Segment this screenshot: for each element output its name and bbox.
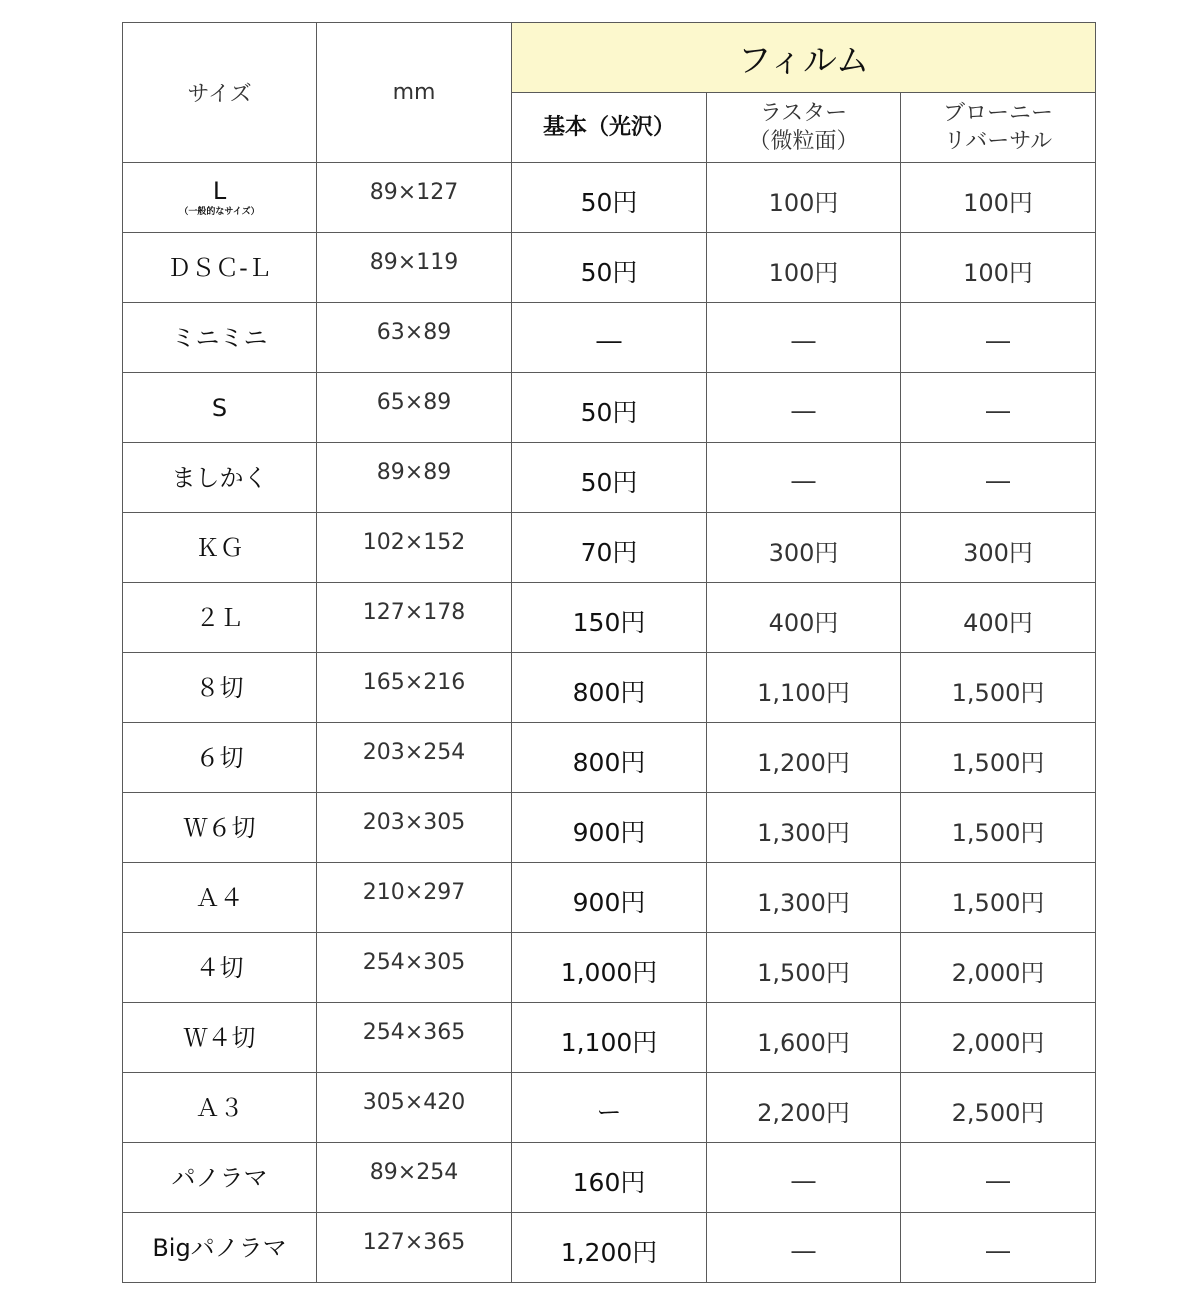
- base-price-cell: 900円: [512, 793, 707, 863]
- raster-price-cell: 1,500円: [707, 933, 901, 1003]
- size-cell: [123, 233, 317, 303]
- mm-cell: 305×420: [317, 1073, 512, 1143]
- mm-cell: 89×89: [317, 443, 512, 513]
- brownie-price-cell: 2,500円: [901, 1073, 1096, 1143]
- table-row: [123, 933, 1096, 1003]
- mm-cell: 203×305: [317, 793, 512, 863]
- base-price-cell: ー: [512, 1073, 707, 1143]
- header-raster-line1: ラスター: [759, 100, 848, 126]
- header-brownie-line1: ブローニー: [943, 100, 1054, 126]
- raster-price-cell: ―: [707, 373, 901, 443]
- brownie-price-cell: 1,500円: [901, 653, 1096, 723]
- base-price-cell: 50円: [512, 373, 707, 443]
- brownie-price-cell: 100円: [901, 163, 1096, 233]
- size-name: ２Ｌ: [195, 603, 244, 632]
- raster-price-cell: 100円: [707, 163, 901, 233]
- size-cell: [123, 933, 317, 1003]
- size-cell: [123, 1143, 317, 1213]
- size-name: Ｗ６切: [183, 813, 256, 842]
- size-cell: [123, 653, 317, 723]
- size-cell: [123, 1003, 317, 1073]
- size-cell: [123, 163, 317, 233]
- size-name: Bigパノラマ: [152, 1233, 287, 1262]
- raster-price-cell: 300円: [707, 513, 901, 583]
- header-film: フィルム: [512, 23, 1096, 93]
- size-cell: [123, 583, 317, 653]
- size-cell: [123, 443, 317, 513]
- header-mm: mm: [317, 23, 512, 163]
- table-row: [123, 583, 1096, 653]
- size-cell: [123, 513, 317, 583]
- brownie-price-cell: 1,500円: [901, 863, 1096, 933]
- base-price-cell: 1,100円: [512, 1003, 707, 1073]
- size-name: ４切: [195, 953, 244, 982]
- brownie-price-cell: ―: [901, 443, 1096, 513]
- mm-cell: 65×89: [317, 373, 512, 443]
- table-row: [123, 1143, 1096, 1213]
- table-row: [123, 1003, 1096, 1073]
- brownie-price-cell: ―: [901, 303, 1096, 373]
- raster-price-cell: 2,200円: [707, 1073, 901, 1143]
- mm-cell: 127×365: [317, 1213, 512, 1283]
- table-row: [123, 863, 1096, 933]
- size-name: L: [212, 176, 227, 205]
- header-brownie-line2: リバーサル: [943, 128, 1053, 154]
- size-name: ミニミニ: [171, 323, 268, 352]
- size-cell: [123, 863, 317, 933]
- price-table: [122, 22, 1096, 1283]
- brownie-price-cell: 100円: [901, 233, 1096, 303]
- table-row: [123, 303, 1096, 373]
- table-row: [123, 653, 1096, 723]
- size-name: パノラマ: [171, 1163, 268, 1192]
- table-row: [123, 443, 1096, 513]
- mm-cell: 89×254: [317, 1143, 512, 1213]
- header-brownie: [901, 93, 1096, 163]
- size-cell: [123, 723, 317, 793]
- header-raster: [707, 93, 901, 163]
- table-body: [123, 163, 1096, 1283]
- brownie-price-cell: ―: [901, 1143, 1096, 1213]
- table-row: [123, 1213, 1096, 1283]
- table-row: [123, 233, 1096, 303]
- raster-price-cell: 1,200円: [707, 723, 901, 793]
- table-row: [123, 373, 1096, 443]
- base-price-cell: 1,200円: [512, 1213, 707, 1283]
- base-price-cell: 150円: [512, 583, 707, 653]
- table-row: [123, 513, 1096, 583]
- table-row: [123, 1073, 1096, 1143]
- mm-cell: 89×119: [317, 233, 512, 303]
- raster-price-cell: 1,300円: [707, 863, 901, 933]
- raster-price-cell: ―: [707, 303, 901, 373]
- base-price-cell: 900円: [512, 863, 707, 933]
- size-name: ＫＧ: [195, 533, 244, 562]
- brownie-price-cell: 2,000円: [901, 933, 1096, 1003]
- mm-cell: 63×89: [317, 303, 512, 373]
- base-price-cell: 1,000円: [512, 933, 707, 1003]
- base-price-cell: 800円: [512, 723, 707, 793]
- base-price-cell: 160円: [512, 1143, 707, 1213]
- base-price-cell: 50円: [512, 163, 707, 233]
- raster-price-cell: 100円: [707, 233, 901, 303]
- raster-price-cell: 400円: [707, 583, 901, 653]
- mm-cell: 210×297: [317, 863, 512, 933]
- header-row-top: [123, 23, 1096, 93]
- brownie-price-cell: 300円: [901, 513, 1096, 583]
- table-header: [123, 23, 1096, 163]
- raster-price-cell: 1,100円: [707, 653, 901, 723]
- table-row: [123, 723, 1096, 793]
- size-name: ８切: [195, 673, 244, 702]
- raster-price-cell: ―: [707, 1213, 901, 1283]
- size-name: Ａ４: [195, 883, 244, 912]
- size-cell: [123, 1073, 317, 1143]
- mm-cell: 203×254: [317, 723, 512, 793]
- brownie-price-cell: ―: [901, 373, 1096, 443]
- raster-price-cell: ―: [707, 1143, 901, 1213]
- size-name: ６切: [195, 743, 244, 772]
- brownie-price-cell: 1,500円: [901, 793, 1096, 863]
- brownie-price-cell: 1,500円: [901, 723, 1096, 793]
- header-size: サイズ: [123, 23, 317, 163]
- mm-cell: 254×365: [317, 1003, 512, 1073]
- raster-price-cell: 1,300円: [707, 793, 901, 863]
- size-cell: [123, 303, 317, 373]
- size-cell: [123, 793, 317, 863]
- mm-cell: 89×127: [317, 163, 512, 233]
- mm-cell: 254×305: [317, 933, 512, 1003]
- base-price-cell: 70円: [512, 513, 707, 583]
- raster-price-cell: ―: [707, 443, 901, 513]
- size-cell: [123, 1213, 317, 1283]
- size-name: Ｗ４切: [183, 1023, 256, 1052]
- base-price-cell: 800円: [512, 653, 707, 723]
- mm-cell: 165×216: [317, 653, 512, 723]
- mm-cell: 102×152: [317, 513, 512, 583]
- brownie-price-cell: 2,000円: [901, 1003, 1096, 1073]
- table-row: [123, 793, 1096, 863]
- base-price-cell: 50円: [512, 233, 707, 303]
- size-cell: [123, 373, 317, 443]
- header-base: 基本（光沢）: [512, 93, 707, 163]
- size-name: ＤＳＣ-Ｌ: [167, 253, 272, 282]
- base-price-cell: ―: [512, 303, 707, 373]
- size-name: Ａ３: [195, 1093, 244, 1122]
- brownie-price-cell: ―: [901, 1213, 1096, 1283]
- mm-cell: 127×178: [317, 583, 512, 653]
- size-name: S: [211, 393, 228, 422]
- raster-price-cell: 1,600円: [707, 1003, 901, 1073]
- size-name: ましかく: [171, 463, 268, 492]
- base-price-cell: 50円: [512, 443, 707, 513]
- header-raster-line2: （微粒面）: [748, 128, 859, 154]
- table-row: [123, 163, 1096, 233]
- size-note: （一般的なサイズ）: [179, 206, 260, 217]
- brownie-price-cell: 400円: [901, 583, 1096, 653]
